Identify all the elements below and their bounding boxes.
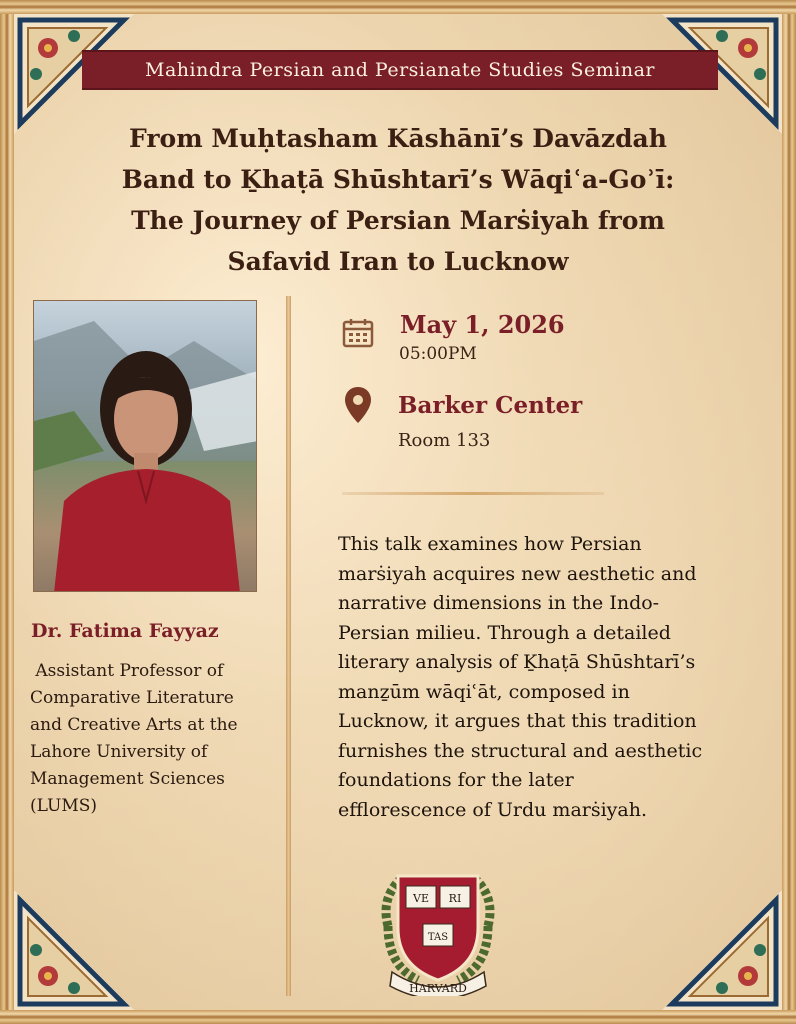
shield-text: RI <box>448 892 462 905</box>
talk-title-line: Band to Ḵhaṭā Shūshtarī’s Wāqiʿa-Goʾī: <box>121 165 675 194</box>
seminar-banner <box>82 50 718 90</box>
talk-abstract <box>338 530 758 825</box>
speaker-photo <box>33 300 257 592</box>
talk-title-line: Safavid Iran to Lucknow <box>227 247 569 276</box>
ornament-corner-icon <box>662 890 782 1010</box>
abstract-line: furnishes the structural and aesthetic <box>338 739 703 762</box>
event-room: Room 133 <box>398 430 491 451</box>
abstract-line: efflorescence of Urdu marṡiyah. <box>338 798 648 821</box>
event-date: May 1, 2026 <box>400 310 565 339</box>
abstract-line: Persian milieu. Through a detailed <box>338 621 671 644</box>
abstract-line: manẕūm wāqiʿāt, composed in <box>338 680 630 703</box>
talk-title <box>100 118 696 282</box>
shield-text: VE <box>413 892 429 905</box>
speaker-name: Dr. Fatima Fayyaz <box>31 620 219 642</box>
speaker-affiliation-line: (LUMS) <box>30 796 98 816</box>
calendar-icon <box>342 318 374 348</box>
speaker-portrait-icon <box>34 301 257 592</box>
abstract-line: This talk examines how Persian <box>338 533 642 555</box>
frame-bottom-border <box>0 1010 796 1024</box>
event-venue: Barker Center <box>398 392 583 419</box>
shield-text: TAS <box>427 932 449 943</box>
frame-top-border <box>0 0 796 14</box>
ornament-corner-icon <box>14 890 134 1010</box>
section-divider <box>342 492 604 495</box>
abstract-line: marṡiyah acquires new aesthetic and <box>338 562 697 585</box>
column-divider <box>286 296 291 996</box>
speaker-affiliation-line: Lahore University of <box>30 742 208 762</box>
seal-ribbon-text: HARVARD <box>409 982 467 995</box>
speaker-affiliation-line: Management Sciences <box>30 769 225 789</box>
harvard-shield-icon <box>374 866 502 996</box>
talk-title-line: The Journey of Persian Marṡiyah from <box>131 206 665 235</box>
talk-title-line: From Muḥtasham Kāshānī’s Davāzdah <box>129 124 667 153</box>
location-pin-icon <box>344 386 372 424</box>
event-time: 05:00PM <box>399 344 477 364</box>
abstract-line: narrative dimensions in the Indo- <box>338 592 660 614</box>
speaker-affiliation-line: Comparative Literature <box>30 688 234 708</box>
speaker-affiliation-line: and Creative Arts at the <box>30 715 238 735</box>
abstract-line: Lucknow, it argues that this tradition <box>338 710 697 732</box>
speaker-affiliation-line: Assistant Professor of <box>30 661 224 681</box>
speaker-affiliation <box>30 658 280 820</box>
abstract-line: literary analysis of Ḵhaṭā Shūshtarī’s <box>338 651 696 673</box>
seminar-name: Mahindra Persian and Persianate Studies Seminar <box>145 59 655 81</box>
abstract-line: foundations for the later <box>338 769 574 791</box>
